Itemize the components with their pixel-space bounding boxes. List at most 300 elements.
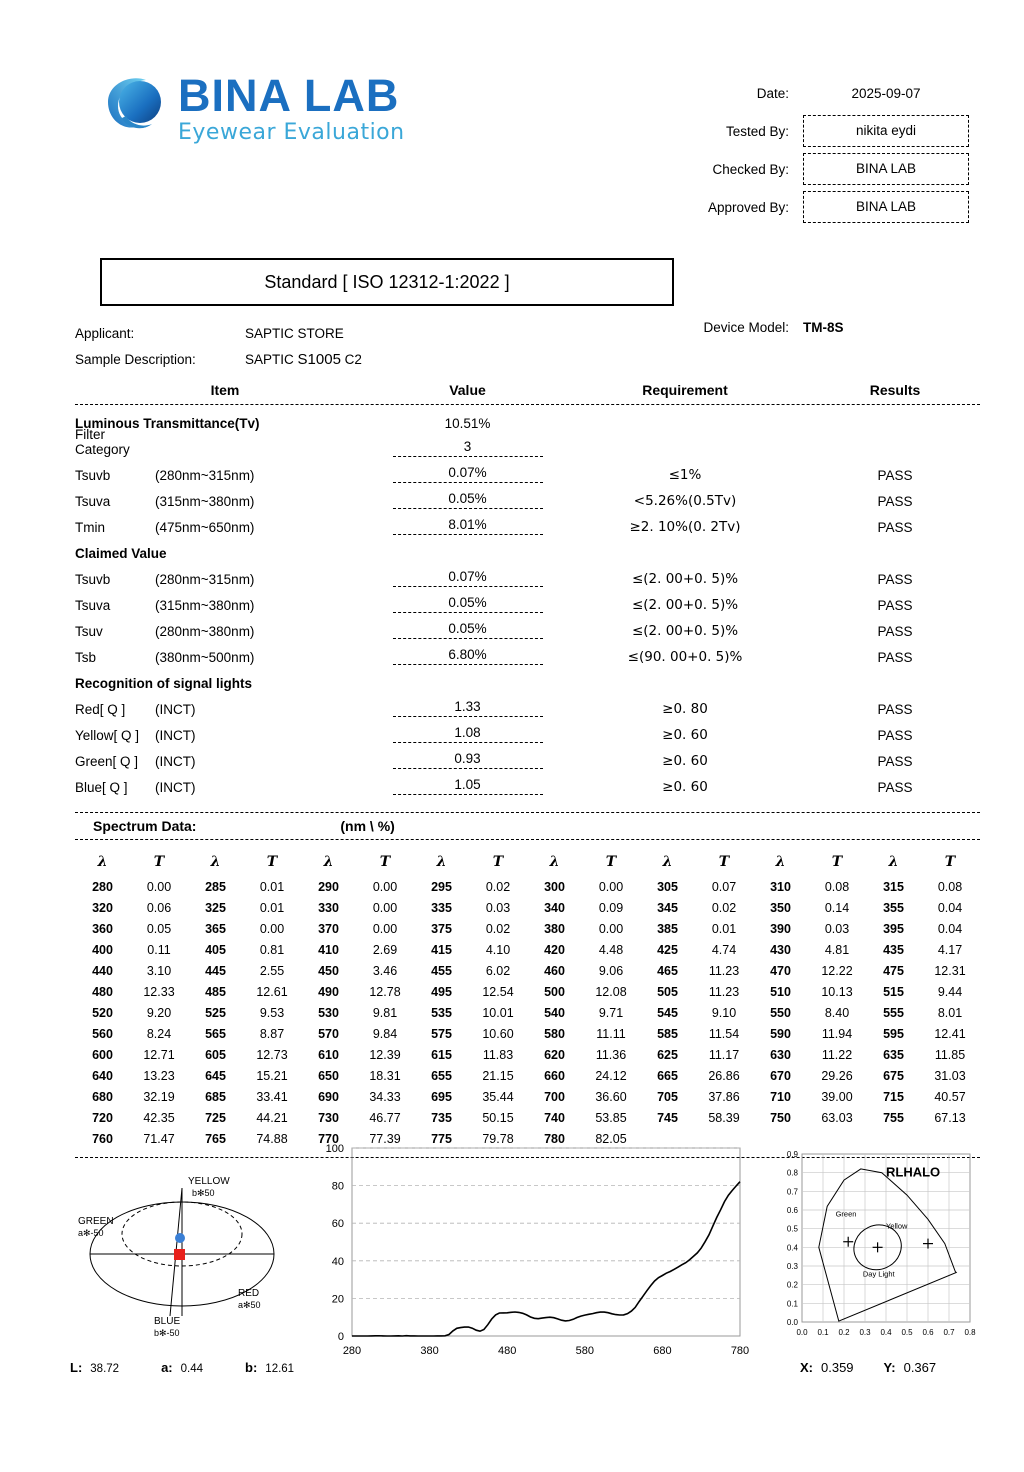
spectrum-wavelength: 640 (92, 1068, 113, 1083)
spectrum-wavelength: 440 (92, 963, 113, 978)
spectrum-wavelength: 585 (657, 1026, 678, 1041)
spectrum-wavelength: 420 (544, 942, 565, 957)
spectrum-rows (75, 876, 980, 1149)
spectrum-wavelength: 615 (431, 1047, 452, 1062)
lab-yellow-label: YELLOW (188, 1176, 230, 1187)
spectrum-wavelength: 450 (318, 963, 339, 978)
report-header (0, 60, 1024, 215)
sample-row (75, 346, 362, 372)
spectrum-wavelength: 415 (431, 942, 452, 957)
transmittance-line-chart (310, 1136, 750, 1371)
cie-y-tick: 0.8 (786, 1168, 798, 1178)
spectrum-transmittance: 3.46 (372, 963, 398, 978)
spectrum-transmittance: 9.81 (372, 1005, 398, 1020)
spectrum-transmittance: 58.39 (708, 1110, 740, 1125)
x-tick-label: 280 (342, 1345, 362, 1357)
spectrum-wavelength: 400 (92, 942, 113, 957)
sample-value (245, 351, 362, 368)
spectrum-transmittance: 11.17 (708, 1047, 740, 1062)
table-row (75, 717, 980, 743)
spectrum-transmittance: 40.57 (934, 1089, 966, 1104)
spectrum-transmittance: 11.94 (821, 1026, 853, 1041)
spectrum-wavelength: 430 (770, 942, 791, 957)
spectrum-transmittance: 11.22 (821, 1047, 853, 1062)
table-row (75, 613, 980, 639)
applicant-label: Applicant: (75, 325, 135, 341)
spectrum-wavelength: 765 (205, 1131, 226, 1146)
row-item-range: (315nm~380nm) (155, 494, 255, 509)
spectrum-transmittance: 9.84 (372, 1026, 398, 1041)
spectrum-wavelength: 630 (770, 1047, 791, 1062)
spectrum-transmittance: 0.04 (937, 921, 963, 936)
spectrum-row (75, 939, 980, 960)
spectrum-wavelength: 455 (431, 963, 452, 978)
cie-y-tick: 0.4 (786, 1243, 798, 1253)
y-tick-label: 60 (331, 1218, 344, 1231)
checked-by-value: BINA LAB (803, 153, 969, 185)
table-row (75, 427, 980, 457)
spectrum-transmittance: 33.41 (256, 1089, 288, 1104)
row-requirement: ≥2. 10%(0. 2Tv) (629, 519, 741, 535)
spectrum-transmittance: 26.86 (708, 1068, 740, 1083)
cie-chromaticity-diagram (770, 1146, 980, 1361)
spectrum-wavelength: 425 (657, 942, 678, 957)
spectrum-wavelength: 665 (657, 1068, 678, 1083)
spectrum-units: (nm \ %) (340, 818, 395, 834)
y-tick-label: 20 (331, 1293, 344, 1306)
device-row (669, 320, 969, 335)
table-header (75, 382, 980, 405)
table-row (75, 665, 980, 691)
row-value: 1.08 (393, 725, 543, 743)
spectrum-wavelength: 470 (770, 963, 791, 978)
spectrum-col-t: T (944, 854, 956, 870)
brand-title: BINA LAB (178, 69, 400, 121)
approved-by-label: Approved By: (707, 199, 789, 215)
spectrum-transmittance: 9.10 (711, 1005, 737, 1020)
spectrum-wavelength: 365 (205, 921, 226, 936)
applicant-block (75, 320, 362, 372)
spectrum-wavelength: 480 (92, 984, 113, 999)
spectrum-transmittance: 44.21 (256, 1110, 288, 1125)
spectrum-wavelength: 405 (205, 942, 226, 957)
spectrum-wavelength: 620 (544, 1047, 565, 1062)
spectrum-transmittance: 15.21 (256, 1068, 288, 1083)
spectrum-title: Spectrum Data: (93, 818, 197, 834)
spectrum-transmittance: 0.01 (259, 900, 285, 915)
charts-area (60, 1136, 980, 1396)
row-result: PASS (877, 598, 913, 613)
row-value: 6.80% (393, 647, 543, 665)
spectrum-col-t: T (153, 854, 165, 870)
spectrum-col-lambda: λ (436, 854, 447, 870)
row-item-name: Yellow[ Q ] (75, 728, 140, 743)
table-row (75, 587, 980, 613)
row-value: 1.33 (393, 699, 543, 717)
spectrum-transmittance: 0.01 (259, 879, 285, 894)
spectrum-row (75, 1086, 980, 1107)
spectrum-transmittance: 9.20 (146, 1005, 172, 1020)
spectrum-wavelength: 735 (431, 1110, 452, 1125)
spectrum-transmittance: 77.39 (369, 1131, 401, 1146)
spectrum-wavelength: 370 (318, 921, 339, 936)
spectrum-row (75, 1023, 980, 1044)
spectrum-transmittance: 12.54 (482, 984, 514, 999)
spectrum-transmittance: 53.85 (595, 1110, 627, 1125)
spectrum-wavelength: 305 (657, 879, 678, 894)
approved-by-row (669, 190, 969, 224)
spectrum-transmittance: 63.03 (821, 1110, 853, 1125)
spectrum-transmittance: 50.15 (482, 1110, 514, 1125)
lab-l-value: 38.72 (90, 1363, 120, 1375)
spectrum-wavelength: 760 (92, 1131, 113, 1146)
spectrum-transmittance: 0.00 (146, 879, 172, 894)
spectrum-wavelength: 550 (770, 1005, 791, 1020)
spectrum-transmittance: 0.00 (372, 879, 398, 894)
spectrum-transmittance: 3.10 (146, 963, 172, 978)
spectrum-wavelength: 730 (318, 1110, 339, 1125)
spectrum-transmittance: 34.33 (369, 1089, 401, 1104)
spectrum-transmittance: 37.86 (708, 1089, 740, 1104)
spectrum-transmittance: 10.13 (821, 984, 853, 999)
header-meta (669, 76, 969, 228)
row-item-name: Tsuvb (75, 572, 111, 587)
lab-a-label: a: (161, 1360, 173, 1375)
spectrum-row (75, 1107, 980, 1128)
row-value: 0.93 (393, 751, 543, 769)
spectrum-transmittance: 9.71 (598, 1005, 624, 1020)
spectrum-wavelength: 695 (431, 1089, 452, 1104)
spectrum-wavelength: 335 (431, 900, 452, 915)
row-value: 0.07% (393, 465, 543, 483)
spectrum-transmittance: 0.02 (485, 921, 511, 936)
spectrum-wavelength: 435 (883, 942, 904, 957)
cie-x-tick: 0.7 (943, 1328, 955, 1337)
table-row (75, 561, 980, 587)
y-tick-label: 80 (331, 1180, 344, 1193)
row-requirement: ≤(90. 00+0. 5)% (627, 649, 743, 665)
spectrum-transmittance: 11.11 (596, 1026, 626, 1041)
y-tick-label: 0 (337, 1331, 344, 1343)
spectrum-transmittance: 12.71 (143, 1047, 175, 1062)
spectrum-wavelength: 525 (205, 1005, 226, 1020)
cie-gamut-outline (819, 1169, 957, 1321)
cie-y-label: Y: (883, 1360, 896, 1375)
cie-x-tick: 0.6 (922, 1328, 934, 1337)
spectrum-transmittance: 12.78 (369, 984, 401, 999)
cie-x-tick: 0.0 (796, 1328, 808, 1337)
spectrum-transmittance: 67.13 (934, 1110, 966, 1125)
spectrum-wavelength: 495 (431, 984, 452, 999)
spectrum-transmittance: 0.05 (146, 921, 172, 936)
spectrum-transmittance: 4.74 (711, 942, 737, 957)
row-item-name: Filter Category (75, 427, 130, 457)
row-requirement: ≥0. 60 (662, 779, 708, 795)
row-item-range: (280nm~315nm) (155, 468, 255, 483)
row-item-name: Claimed Value (75, 546, 167, 561)
spectrum-transmittance: 32.19 (143, 1089, 175, 1104)
spectrum-wavelength: 705 (657, 1089, 678, 1104)
spectrum-wavelength: 565 (205, 1026, 226, 1041)
spectrum-transmittance: 39.00 (821, 1089, 853, 1104)
spectrum-wavelength: 770 (318, 1131, 339, 1146)
table-row (75, 639, 980, 665)
row-result: PASS (877, 624, 913, 639)
row-value: 0.05% (393, 621, 543, 639)
approved-by-value: BINA LAB (803, 191, 969, 223)
spectrum-wavelength: 680 (92, 1089, 113, 1104)
spectrum-wavelength: 755 (883, 1110, 904, 1125)
spectrum-transmittance: 8.01 (937, 1005, 963, 1020)
spectrum-wavelength: 670 (770, 1068, 791, 1083)
row-item-name: Tsb (75, 650, 97, 665)
spectrum-transmittance: 0.06 (146, 900, 172, 915)
spectrum-wavelength: 295 (431, 879, 452, 894)
transmittance-series (352, 1182, 740, 1336)
spectrum-column-headers (75, 848, 980, 876)
sample-model: S1005 (297, 350, 341, 368)
spectrum-wavelength: 715 (883, 1089, 904, 1104)
spectrum-wavelength: 310 (770, 879, 791, 894)
sample-label: Sample Description: (75, 351, 196, 367)
spectrum-row (75, 918, 980, 939)
spectrum-wavelength: 375 (431, 921, 452, 936)
spectrum-wavelength: 570 (318, 1026, 339, 1041)
spectrum-wavelength: 390 (770, 921, 791, 936)
device-label: Device Model: (703, 320, 789, 335)
spectrum-wavelength: 395 (883, 921, 904, 936)
y-tick-label: 100 (325, 1143, 344, 1155)
spectrum-wavelength: 445 (205, 963, 226, 978)
spectrum-wavelength: 725 (205, 1110, 226, 1125)
tested-by-label: Tested By: (725, 123, 789, 139)
spectrum-wavelength: 490 (318, 984, 339, 999)
spectrum-transmittance: 4.81 (824, 942, 850, 957)
spectrum-wavelength: 575 (431, 1026, 452, 1041)
spectrum-wavelength: 280 (92, 879, 113, 894)
row-result: PASS (877, 572, 913, 587)
spectrum-transmittance: 12.39 (369, 1047, 401, 1062)
col-value: Value (449, 382, 486, 398)
spectrum-transmittance: 12.73 (256, 1047, 288, 1062)
lab-green-axis: a✻-50 (78, 1228, 104, 1238)
row-value: 3 (393, 439, 543, 457)
spectrum-wavelength: 750 (770, 1110, 791, 1125)
spectrum-transmittance: 21.15 (482, 1068, 514, 1083)
spectrum-wavelength: 590 (770, 1026, 791, 1041)
spectrum-transmittance: 0.00 (372, 900, 398, 915)
cie-y-tick: 0.2 (786, 1280, 798, 1290)
spectrum-transmittance: 11.85 (934, 1047, 966, 1062)
table-row (75, 535, 980, 561)
spectrum-transmittance: 0.04 (937, 900, 963, 915)
spectrum-col-lambda: λ (662, 854, 673, 870)
lab-a-value: 0.44 (180, 1363, 204, 1375)
spectrum-transmittance: 4.10 (485, 942, 511, 957)
spectrum-wavelength: 600 (92, 1047, 113, 1062)
spectrum-wavelength: 545 (657, 1005, 678, 1020)
row-value: 1.05 (393, 777, 543, 795)
row-item-range: (280nm~380nm) (155, 624, 255, 639)
spectrum-wavelength: 690 (318, 1089, 339, 1104)
row-result: PASS (877, 494, 913, 509)
spectrum-wavelength: 510 (770, 984, 791, 999)
spectrum-row (75, 876, 980, 897)
x-tick-label: 580 (575, 1345, 594, 1357)
spectrum-col-t: T (831, 854, 843, 870)
col-requirement: Requirement (642, 382, 728, 398)
sample-brand: SAPTIC (245, 351, 294, 367)
spectrum-row (75, 1002, 980, 1023)
date-row (669, 76, 969, 110)
lab-yellow-axis: b✻50 (192, 1188, 215, 1198)
spectrum-wavelength: 610 (318, 1047, 339, 1062)
row-item-name: Tsuva (75, 494, 111, 509)
lab-red-label: RED (238, 1288, 260, 1299)
cie-title: RLHALO (886, 1164, 941, 1180)
spectrum-wavelength: 460 (544, 963, 565, 978)
spectrum-wavelength: 360 (92, 921, 113, 936)
cie-yellow-label: Yellow (886, 1221, 908, 1231)
row-item-name: Green[ Q ] (75, 754, 139, 769)
spectrum-transmittance: 46.77 (369, 1110, 401, 1125)
row-item-name: Tmin (75, 520, 105, 535)
cie-marker (843, 1237, 853, 1247)
checked-by-row (669, 152, 969, 186)
lab-b-label: b: (245, 1360, 258, 1375)
lab-b-value: 12.61 (265, 1363, 295, 1375)
spectrum-col-lambda: λ (888, 854, 899, 870)
row-item-name: Recognition of signal lights (75, 676, 252, 691)
spectrum-wavelength: 675 (883, 1068, 904, 1083)
lab-color-diagram (70, 1146, 300, 1361)
spectrum-wavelength: 380 (544, 921, 565, 936)
row-value: 10.51% (444, 416, 491, 431)
spectrum-wavelength: 625 (657, 1047, 678, 1062)
spectrum-wavelength: 745 (657, 1110, 678, 1125)
cie-y-value: 0.367 (903, 1360, 937, 1375)
spectrum-col-lambda: λ (549, 854, 560, 870)
sample-color: C2 (344, 351, 362, 367)
lab-blue-label: BLUE (154, 1316, 181, 1327)
x-tick-label: 680 (653, 1345, 672, 1357)
row-value: 8.01% (393, 517, 543, 535)
spectrum-wavelength: 655 (431, 1068, 452, 1083)
row-result: PASS (877, 754, 913, 769)
brand-subtitle: Eyewear Evaluation (178, 119, 405, 145)
x-tick-label: 380 (420, 1345, 439, 1357)
spectrum-transmittance: 8.24 (146, 1026, 172, 1041)
spectrum-wavelength: 530 (318, 1005, 339, 1020)
cie-y-tick: 0.0 (786, 1318, 798, 1327)
spectrum-wavelength: 465 (657, 963, 678, 978)
spectrum-wavelength: 740 (544, 1110, 565, 1125)
spectrum-wavelength: 710 (770, 1089, 791, 1104)
row-item-name: Luminous Transmittance(Tv) (75, 416, 260, 431)
row-item-range: (280nm~315nm) (155, 572, 255, 587)
spectrum-transmittance: 31.03 (934, 1068, 966, 1083)
spectrum-wavelength: 410 (318, 942, 339, 957)
spectrum-wavelength: 535 (431, 1005, 452, 1020)
table-row (75, 691, 980, 717)
row-item-name: Tsuvb (75, 468, 111, 483)
spectrum-wavelength: 285 (205, 879, 226, 894)
spectrum-transmittance: 12.33 (143, 984, 175, 999)
spectrum-row (75, 981, 980, 1002)
spectrum-wavelength: 475 (883, 963, 904, 978)
spectrum-wavelength: 355 (883, 900, 904, 915)
row-result: PASS (877, 468, 913, 483)
row-requirement: ≥0. 60 (662, 727, 708, 743)
spectrum-wavelength: 650 (318, 1068, 339, 1083)
lab-green-label: GREEN (78, 1216, 114, 1227)
spectrum-row (75, 1044, 980, 1065)
spectrum-transmittance: 12.08 (595, 984, 627, 999)
row-item-range: (INCT) (155, 702, 196, 717)
spectrum-transmittance: 9.53 (259, 1005, 285, 1020)
row-item-range: (INCT) (155, 780, 196, 795)
spectrum-transmittance: 4.48 (598, 942, 624, 957)
spectrum-transmittance: 0.03 (485, 900, 511, 915)
spectrum-col-t: T (266, 854, 278, 870)
spectrum-transmittance: 8.40 (824, 1005, 850, 1020)
row-requirement: <5.26%(0.5Tv) (633, 493, 737, 509)
spectrum-wavelength: 350 (770, 900, 791, 915)
cie-y-tick: 0.6 (786, 1206, 798, 1215)
row-requirement: ≥0. 80 (662, 701, 708, 717)
cie-y-tick: 0.5 (786, 1224, 798, 1234)
row-item-range: (INCT) (155, 728, 196, 743)
spectrum-wavelength: 720 (92, 1110, 113, 1125)
standard-title: Standard [ ISO 12312-1:2022 ] (100, 258, 674, 306)
lab-values (70, 1360, 294, 1375)
spectrum-wavelength: 700 (544, 1089, 565, 1104)
cie-y-tick: 0.7 (786, 1187, 798, 1197)
spectrum-col-t: T (492, 854, 504, 870)
spectrum-transmittance: 2.69 (372, 942, 398, 957)
row-value: 0.07% (393, 569, 543, 587)
lab-blue-axis: b✻-50 (154, 1328, 180, 1338)
cie-x-tick: 0.2 (838, 1328, 850, 1337)
spectrum-wavelength: 485 (205, 984, 226, 999)
date-value: 2025-09-07 (851, 85, 921, 101)
lab-red-axis: a✻50 (238, 1300, 261, 1310)
spectrum-wavelength: 595 (883, 1026, 904, 1041)
spectrum-transmittance: 82.05 (595, 1131, 627, 1146)
spectrum-wavelength: 385 (657, 921, 678, 936)
spectrum-transmittance: 12.31 (934, 963, 966, 978)
spectrum-header (75, 812, 980, 840)
spectrum-wavelength: 330 (318, 900, 339, 915)
applicant-value: SAPTIC STORE (245, 325, 344, 341)
spectrum-wavelength: 645 (205, 1068, 226, 1083)
spectrum-transmittance: 79.78 (482, 1131, 514, 1146)
table-row (75, 483, 980, 509)
spectrum-transmittance: 13.23 (143, 1068, 175, 1083)
row-result: PASS (877, 702, 913, 717)
spectrum-transmittance: 36.60 (595, 1089, 627, 1104)
cie-x-tick: 0.3 (859, 1328, 871, 1337)
spectrum-col-t: T (718, 854, 730, 870)
spectrum-transmittance: 0.01 (711, 921, 737, 936)
table-row (75, 457, 980, 483)
spectrum-transmittance: 11.54 (708, 1026, 740, 1041)
spectrum-transmittance: 12.41 (934, 1026, 966, 1041)
row-result: PASS (877, 520, 913, 535)
spectrum-transmittance: 9.06 (598, 963, 624, 978)
spectrum-wavelength: 290 (318, 879, 339, 894)
spectrum-transmittance: 0.81 (259, 942, 285, 957)
